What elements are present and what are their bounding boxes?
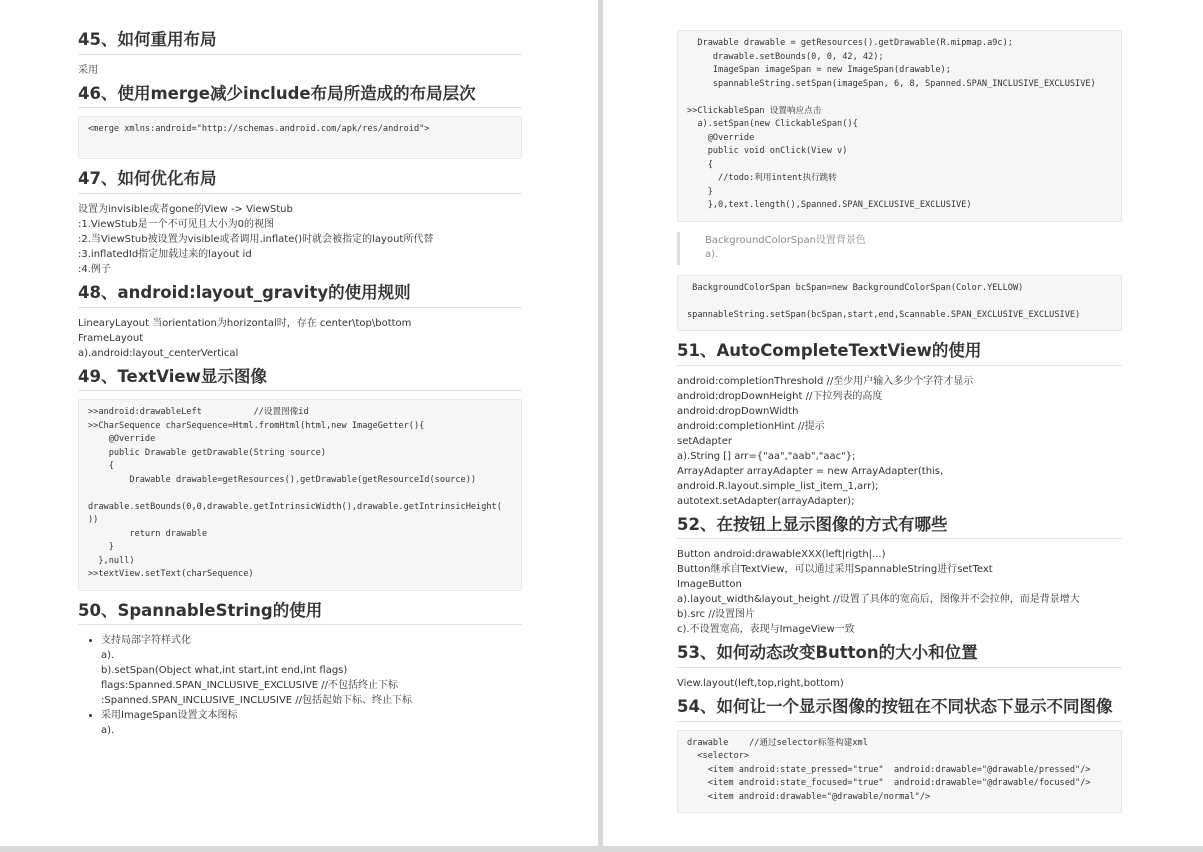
text-line: Button android:drawableXXX(left|rigth|...) [677,549,886,561]
text-line: :2.当ViewStub被设置为visible或者调用.inflate()时就会被指定的layout所代替 [78,233,434,245]
heading-46: 46、使用merge减少include布局所造成的布局层次 [78,84,522,109]
page-right [603,0,1203,846]
text-line: a).String [] arr={"aa","aab","aac"}; [677,450,856,462]
section-48-text [78,316,522,361]
heading-50: 50、SpannableString的使用 [78,601,522,626]
list-item [101,708,522,738]
quote-line: a). [705,249,719,260]
quote-line: BackgroundColorSpan设置背景色 [705,234,866,246]
blockquote-background-color [677,232,1122,265]
text-line: :3.inflatedId指定加载过来的layout id [78,248,252,260]
list-item-label: 支持局部字符样式化 [101,635,191,647]
text-line: LinearyLayout 当orientation为horizontal时，存在 center\top\bottom [78,317,412,329]
code-block-textview: >>android:drawableLeft //设置图像id >>CharSequence charSequence=Html.fromHtml(html,new ImageGetter(){ @Override public Drawable getDrawable(String source) { Drawable drawable=getResources().getDrawable(getResourceId(source)) drawable.setBounds(0,0,drawable.getIntrinsicWidth(),drawable.getIntrinsicHeight( )) return drawable } },null) >>textView.setText(charSequence) [78,399,522,591]
list-item-label: 采用ImageSpan设置文本图标 [101,710,238,722]
text-line: a).layout_width&layout_height //设置了具体的宽高后，图像并不会拉伸，而是背景增大 [677,594,1080,606]
code-block-bcspan: BackgroundColorSpan bcSpan=new BackgroundColorSpan(Color.YELLOW) spannableString.setSpan(bcSpan,start,end,Scannable.SPAN_EXCLUSIVE_EXCLUSIVE) [677,275,1122,332]
heading-51: 51、AutoCompleteTextView的使用 [677,341,1122,366]
text-line: android:completionHint //提示 [677,420,825,432]
heading-52: 52、在按钮上显示图像的方式有哪些 [677,515,1122,540]
heading-47: 47、如何优化布局 [78,169,522,194]
sub-line: flags:Spanned.SPAN_INCLUSIVE_EXCLUSIVE //不包括终止下标 [101,680,399,692]
section-51-text [677,374,1122,509]
code-block-selector: drawable //通过selector标签构建xml <selector> <item android:state_pressed="true" android:drawable="@drawable/pressed"/> <item android:state_focused="true" android:drawable="@drawable/focused"/> <item android:drawable="@drawable/normal"/> [677,730,1122,814]
text-line: :4.例子 [78,263,111,275]
heading-45: 45、如何重用布局 [78,30,522,55]
text-line: b).src //设置图片 [677,609,755,621]
text-line: android:dropDownWidth [677,405,799,417]
text-line: ArrayAdapter arrayAdapter = new ArrayAdapter(this, android.R.layout.simple_list_item_1,arr); [677,465,947,492]
page-left [0,0,598,846]
section-45-text [78,63,522,78]
code-block-merge: <merge xmlns:android="http://schemas.android.com/apk/res/android"> [78,116,522,159]
text-line: ImageButton [677,579,742,591]
text-line: 采用 [78,64,98,76]
section-53-text [677,676,1122,691]
text-line: View.layout(left,top,right,bottom) [677,677,844,689]
text-line: 设置为invisible或者gone的View -> ViewStub [78,203,293,215]
heading-49: 49、TextView显示图像 [78,367,522,392]
text-line: Button继承自TextView，可以通过采用SpannableString进行setText [677,564,993,576]
heading-53: 53、如何动态改变Button的大小和位置 [677,643,1122,668]
section-50-list [78,633,522,738]
text-line: c).不设置宽高，表现与ImageView一致 [677,624,855,636]
list-item [101,633,522,708]
sub-line: a). [101,725,115,737]
sub-line: a). [101,650,115,662]
text-line: :1.ViewStub是一个不可见且大小为0的视图 [78,218,274,230]
text-line: android:completionThreshold //至少用户输入多少个字符才显示 [677,375,974,387]
sub-line: b).setSpan(Object what,int start,int end,int flags) [101,665,348,677]
code-block-imagespan: Drawable drawable = getResources().getDrawable(R.mipmap.a9c); drawable.setBounds(0, 0, 42, 42); ImageSpan imageSpan = new ImageSpan(drawable); spannableString.setSpan(imageSpan, 6, 8, Spanned.SPAN_INCLUSIVE_EXCLUSIVE) >>ClickableSpan 设置响应点击 a).setSpan(new ClickableSpan(){ @Override public void onClick(View v) { //todo:利用intent执行跳转 } },0,text.length(),Spanned.SPAN_EXCLUSIVE_EXCLUSIVE) [677,30,1122,222]
text-line: autotext.setAdapter(arrayAdapter); [677,495,855,507]
text-line: android:dropDownHeight //下拉列表的高度 [677,390,883,402]
text-line: FrameLayout [78,332,144,344]
section-47-text [78,202,522,277]
heading-48: 48、android:layout_gravity的使用规则 [78,283,522,308]
text-line: setAdapter [677,435,732,447]
heading-54: 54、如何让一个显示图像的按钮在不同状态下显示不同图像 [677,697,1122,722]
text-line: a).android:layout_centerVertical [78,347,239,359]
sub-line: :Spanned.SPAN_INCLUSIVE_INCLUSIVE //包括起始下标、终止下标 [101,695,413,707]
section-52-text [677,547,1122,637]
